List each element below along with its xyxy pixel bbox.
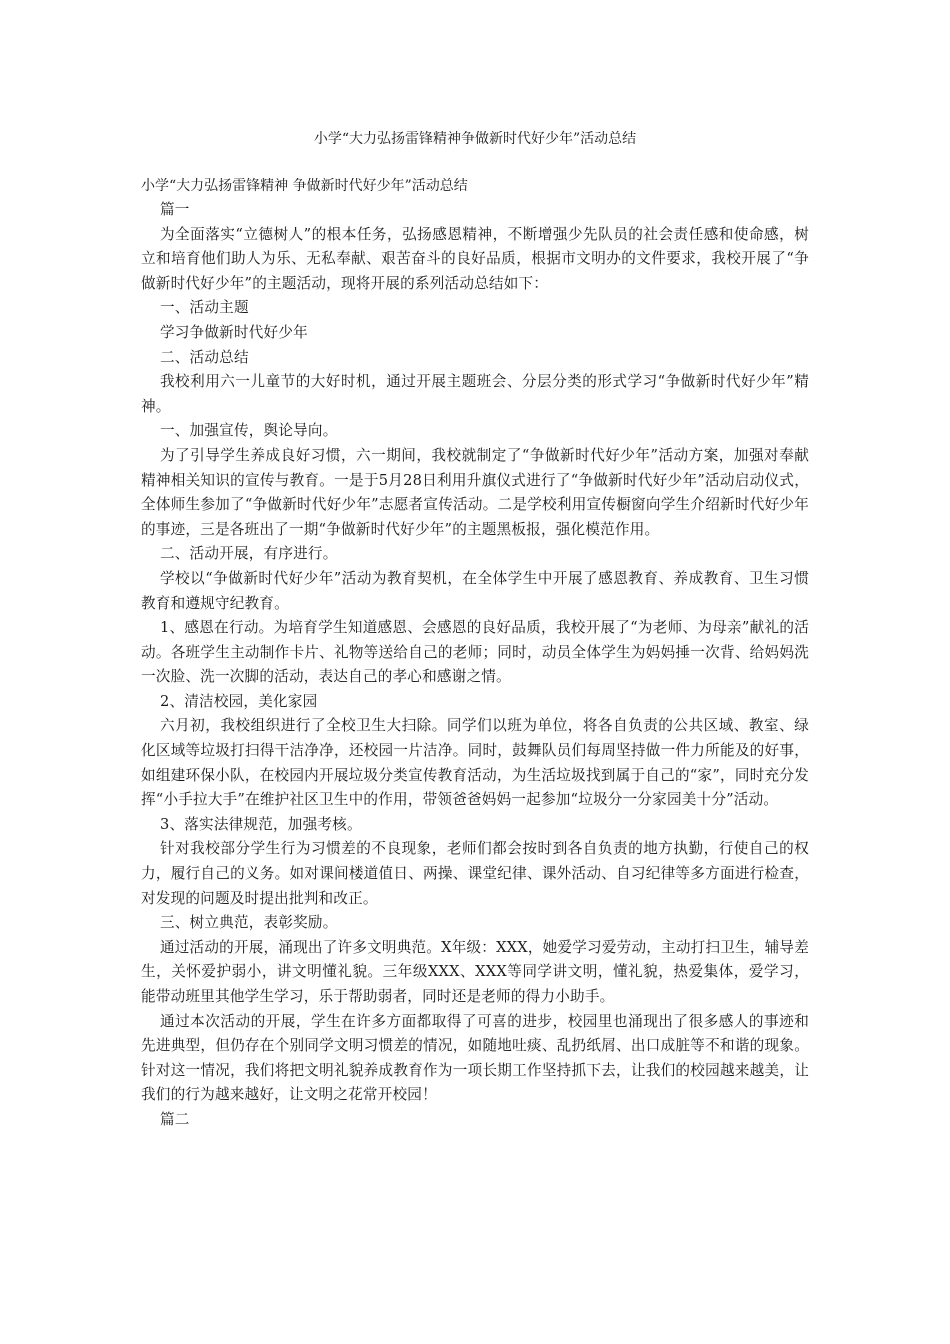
section-label-part-two: 篇二 <box>159 1110 190 1128</box>
development-paragraph: 学校以“争做新时代好少年”活动为教育契机，在全体学生中开展了感恩教育、养成教育、卫生习惯教育和遵规守纪教育。 <box>141 569 809 612</box>
heading-activity-theme: 一、活动主题 <box>159 299 249 317</box>
section-label-part-one: 篇一 <box>159 201 190 218</box>
heading-clean-campus: 2、清洁校园，美化家园 <box>159 692 318 710</box>
heading-role-models: 三、树立典范，表彰奖励。 <box>159 914 338 932</box>
role-models-paragraph: 通过活动的开展，涌现出了许多文明典范。X年级：XXX，她爱学习爱劳动，主动打扫卫生，辅导差生，关怀爱护弱小，讲文明懂礼貌。三年级XXX、XXX等同学讲文明，懂礼貌，热爱集体，爱学习，能带动班里其他学生学习，乐于帮助弱者，同时还是老师的得力小助手。 <box>141 938 809 1005</box>
heading-activity-summary: 二、活动总结 <box>159 348 249 366</box>
heading-publicity: 一、加强宣传，舆论导向。 <box>159 422 338 440</box>
intro-paragraph: 为全面落实“立德树人”的根本任务，弘扬感恩精神，不断增强少先队员的社会责任感和使命感，树立和培育他们助人为乐、无私奉献、艰苦奋斗的良好品质，根据市文明办的文件要求，我校开展了“争做新时代好少年”的主题活动，现将开展的系列活动总结如下： <box>141 225 809 292</box>
document-page <box>141 126 809 1133</box>
document-subtitle: 小学“大力弘扬雷锋精神 争做新时代好少年”活动总结 <box>141 178 468 194</box>
publicity-paragraph: 为了引导学生养成良好习惯，六一期间，我校就制定了“争做新时代好少年”活动方案，加强对奉献精神相关知识的宣传与教育。一是于5月28日利用升旗仪式进行了“争做新时代好少年”活动启动仪式，全体师生参加了“争做新时代好少年”志愿者宣传活动。二是学校利用宣传橱窗向学生介绍新时代好少年的事迹，三是各班出了一期“争做新时代好少年”的主题黑板报，强化模范作用。 <box>141 446 809 538</box>
heading-regulations: 3、落实法律规范，加强考核。 <box>159 815 362 833</box>
document-body <box>141 198 809 1133</box>
gratitude-paragraph: 1、感恩在行动。为培育学生知道感恩、会感恩的良好品质，我校开展了“为老师、为母亲”献礼的活动。各班学生主动制作卡片、礼物等送给自己的老师；同时，动员全体学生为妈妈捶一次背、给妈妈洗一次脸、洗一次脚的活动，表达自己的孝心和感谢之情。 <box>141 619 809 686</box>
clean-campus-paragraph: 六月初，我校组织进行了全校卫生大扫除。同学们以班为单位，将各自负责的公共区域、教室、绿化区域等垃圾打扫得干洁净净，还校园一片洁净。同时，鼓舞队员们每周坚持做一件力所能及的好事，如组建环保小队，在校园内开展垃圾分类宣传教育活动，为生活垃圾找到属于自己的“家”，同时充分发挥“小手拉大手”在维护社区卫生中的作用，带领爸爸妈妈一起参加“垃圾分一分家园美十分”活动。 <box>141 717 809 809</box>
conclusion-paragraph: 通过本次活动的开展，学生在许多方面都取得了可喜的进步，校园里也涌现出了很多感人的事迹和先进典型，但仍存在个别同学文明习惯差的情况，如随地吐痰、乱扔纸屑、出口成脏等不和谐的现象。针对这一情况，我们将把文明礼貌养成教育作为一项长期工作坚持抓下去，让我们的校园越来越美，让我们的行为越来越好，让文明之花常开校园！ <box>141 1012 809 1104</box>
activity-theme-text: 学习争做新时代好少年 <box>159 323 308 341</box>
regulations-paragraph: 针对我校部分学生行为习惯差的不良现象，老师们都会按时到各自负责的地方执勤，行使自己的权力，履行自己的义务。如对课间楼道值日、两操、课堂纪律、课外活动、自习纪律等多方面进行检查，对发现的问题及时提出批判和改正。 <box>141 840 809 907</box>
summary-paragraph: 我校利用六一儿童节的大好时机，通过开展主题班会、分层分类的形式学习“争做新时代好少年”精神。 <box>141 373 809 415</box>
heading-activity-development: 二、活动开展，有序进行。 <box>159 545 338 563</box>
document-title: 小学“大力弘扬雷锋精神争做新时代好少年”活动总结 <box>313 131 637 147</box>
